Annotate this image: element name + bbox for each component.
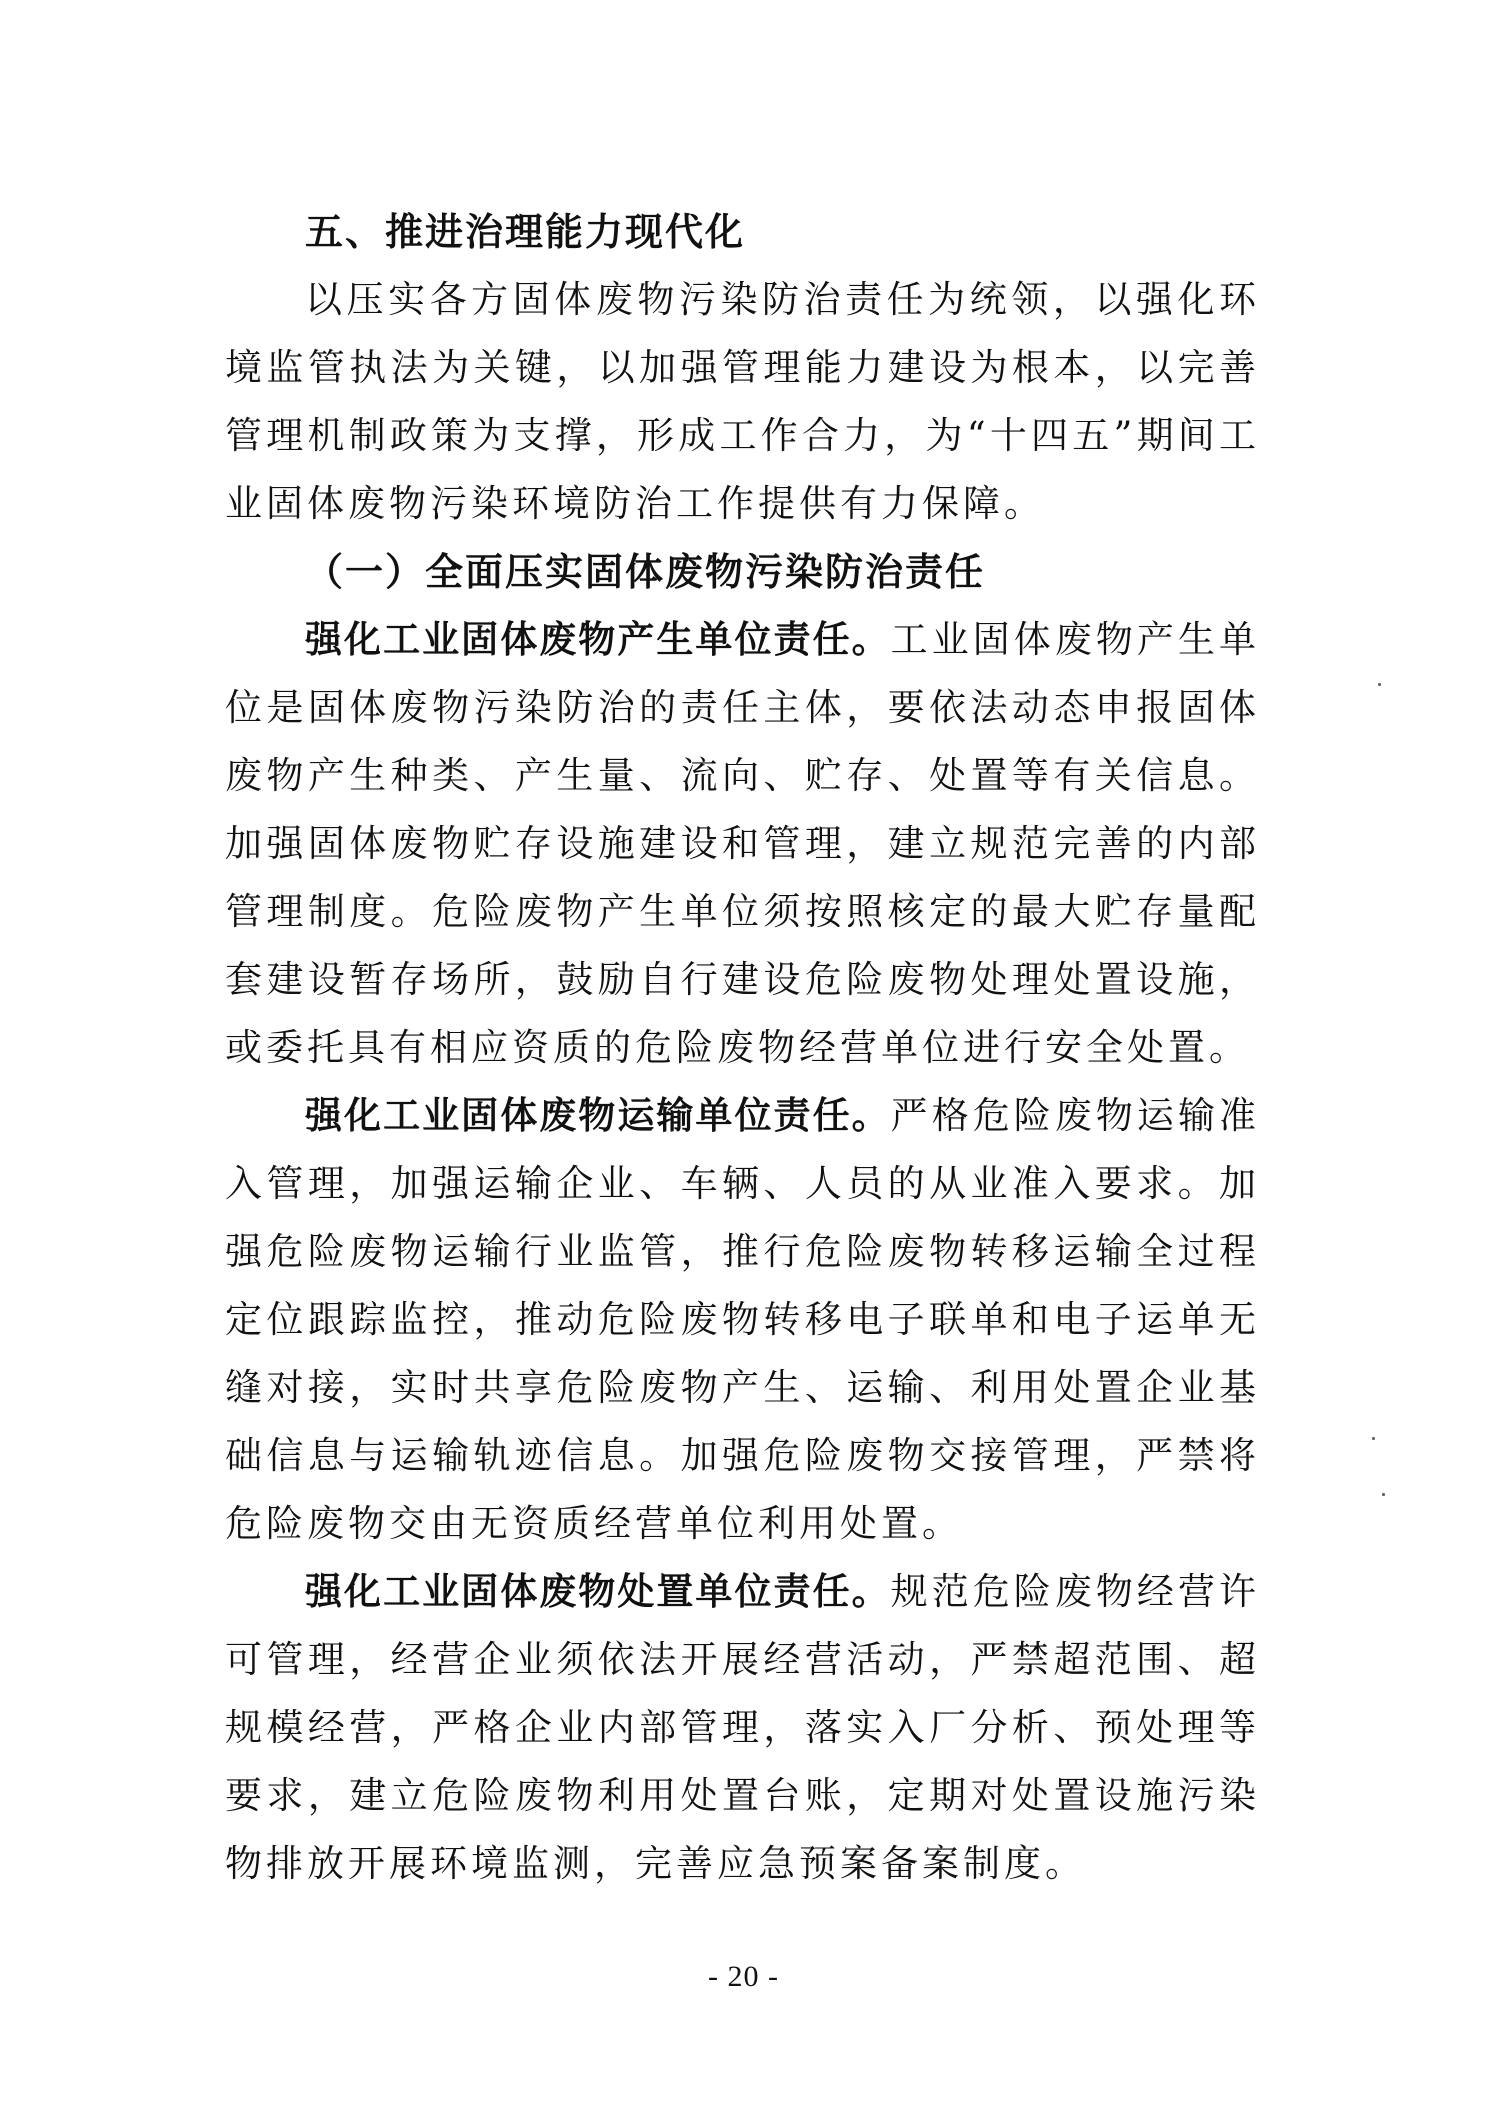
paragraph-text: 工业固体废物产生单位是固体废物污染防治的责任主体，要依法动态申报固体废物产生种类、产生量、流向、贮存、处置等有关信息。加强固体废物贮存设施建设和管理，建立规范完善的内部管理制度。危险废物产生单位须按照核定的最大贮存量配套建设暂存场所，鼓励自行建设危险废物处理处置设施，或委托具有相应资质的危险废物经营单位进行安全处置。 — [225, 618, 1261, 1069]
paragraph-lead: 强化工业固体废物处置单位责任。 — [305, 1570, 891, 1613]
scan-speck — [1382, 1493, 1385, 1496]
paragraph-producer-responsibility — [225, 606, 1260, 1082]
paragraph-text: 规范危险废物经营许可管理，经营企业须依法开展经营活动，严禁超范围、超规模经营，严格企业内部管理，落实入厂分析、预处理等要求，建立危险废物利用处置台账，定期对处置设施污染物排放开展环境监测，完善应急预案备案制度。 — [225, 1570, 1261, 1885]
paragraph-lead: 强化工业固体废物产生单位责任。 — [305, 618, 891, 661]
scan-speck — [1378, 683, 1381, 686]
paragraph-lead: 强化工业固体废物运输单位责任。 — [305, 1094, 891, 1137]
subsection-heading: （一）全面压实固体废物污染防治责任 — [305, 550, 986, 594]
page-body — [225, 198, 1260, 1898]
scan-speck — [1372, 1437, 1375, 1440]
intro-paragraph: 以压实各方固体废物污染防治责任为统领，以强化环境监管执法为关键，以加强管理能力建设为根本，以完善管理机制政策为支撑，形成工作合力，为“十四五”期间工业固体废物污染环境防治工作提供有力保障。 — [225, 278, 1260, 525]
paragraph-transport-responsibility — [225, 1082, 1260, 1558]
page-number: - 20 - — [708, 1960, 779, 1993]
paragraph-disposal-responsibility — [225, 1558, 1260, 1898]
paragraph-text: 严格危险废物运输准入管理，加强运输企业、车辆、人员的从业准入要求。加强危险废物运输行业监管，推行危险废物转移运输全过程定位跟踪监控，推动危险废物转移电子联单和电子运单无缝对接，实时共享危险废物产生、运输、利用处置企业基础信息与运输轨迹信息。加强危险废物交接管理，严禁将危险废物交由无资质经营单位利用处置。 — [225, 1094, 1261, 1545]
section-heading: 五、推进治理能力现代化 — [305, 210, 746, 254]
